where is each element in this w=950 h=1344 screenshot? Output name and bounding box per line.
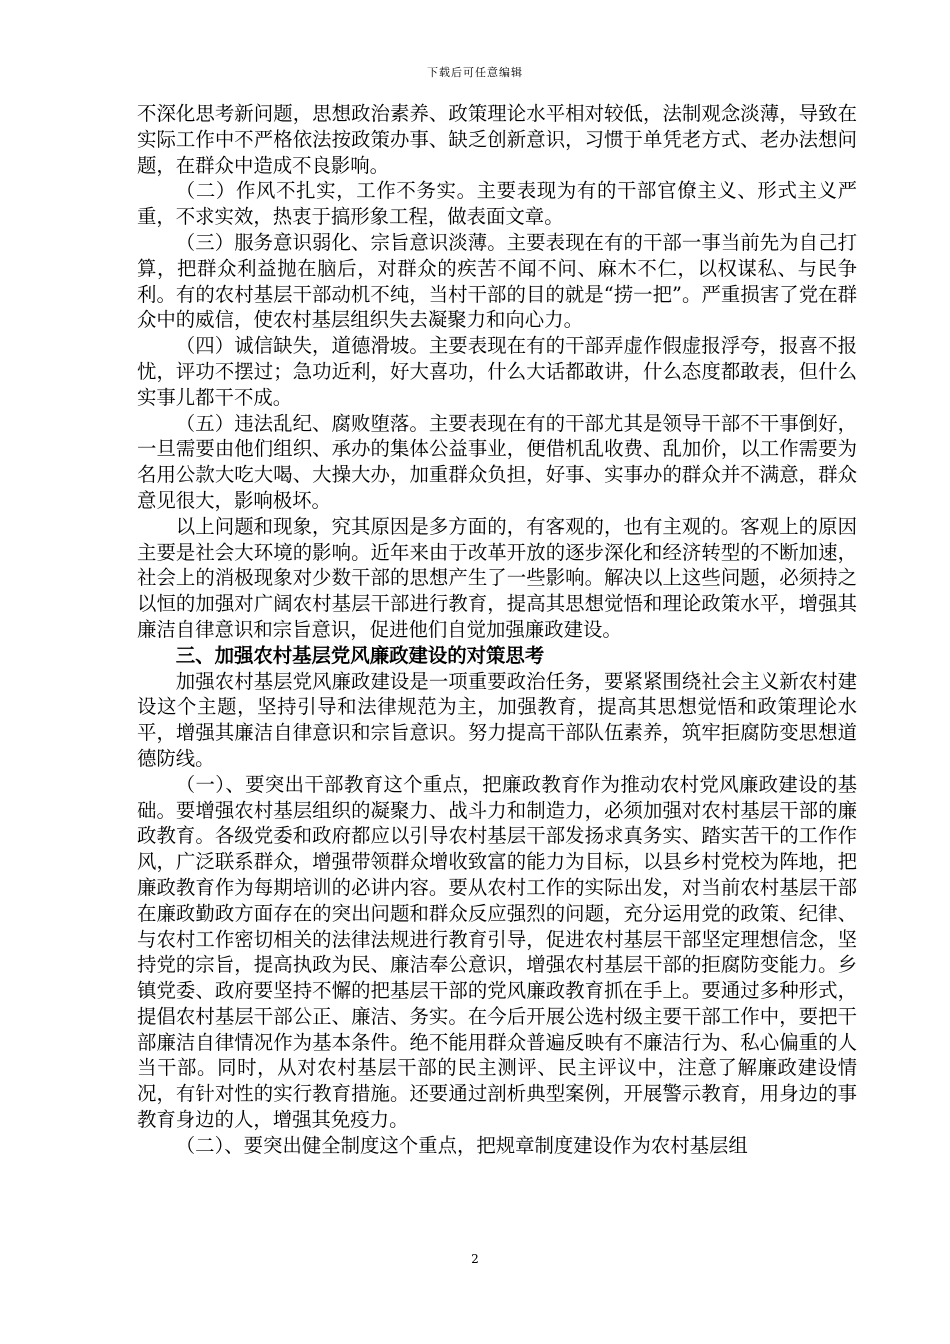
paragraph-item-3: （三）服务意识弱化、宗旨意识淡薄。主要表现在有的干部一事当前先为自己打算，把群众利益抛在脑后，对群众的疾苦不闻不问、麻木不仁，以权谋私、与民争利。有的农村基层干部动机不纯，当村干部的目的就是“捞一把”。严重损害了党在群众中的威信，使农村基层组织失去凝聚力和向心力。: [137, 230, 857, 332]
paragraph-item-4: （四）诚信缺失，道德滑坡。主要表现在有的干部弄虚作假虚报浮夸，报喜不报忧，评功不摆过；急功近利，好大喜功，什么大话都敢讲，什么态度都敢表，但什么实事儿都干不成。: [137, 334, 857, 409]
paragraph-item-5: （五）违法乱纪、腐败堕落。主要表现在有的干部尤其是领导干部不干事倒好，一旦需要由他们组织、承办的集体公益事业，便借机乱收费、乱加价，以工作需要为名用公款大吃大喝、大操大办，加重群众负担，好事、实事办的群众并不满意，群众意见很大，影响极坏。: [137, 411, 857, 512]
paragraph-measure-2: （二）、要突出健全制度这个重点，把规章制度建设作为农村基层组: [175, 1133, 748, 1157]
section-heading: 三、加强农村基层党风廉政建设的对策思考: [175, 643, 545, 667]
page-header: 下载后可任意编辑: [427, 66, 523, 79]
document-body: [137, 101, 857, 1159]
paragraph-item-2: （二）作风不扎实，工作不务实。主要表现为有的干部官僚主义、形式主义严重，不求实效，热衷于搞形象工程，做表面文章。: [137, 179, 857, 229]
paragraph-continuation: 不深化思考新问题，思想政治素养、政策理论水平相对较低，法制观念淡薄，导致在实际工作中不严格依法按政策办事、缺乏创新意识，习惯于单凭老方式、老办法想问题，在群众中造成不良影响。: [137, 102, 857, 177]
page-number: 2: [471, 1252, 479, 1266]
paragraph-section-intro: 加强农村基层党风廉政建设是一项重要政治任务，要紧紧围绕社会主义新农村建设这个主题，坚持引导和法律规范为主，加强教育，提高其思想觉悟和政策理论水平，增强其廉洁自律意识和宗旨意识。努力提高干部队伍素养，筑牢拒腐防变思想道德防线。: [137, 669, 857, 770]
paragraph-measure-1: （一）、要突出干部教育这个重点，把廉政教育作为推动农村党风廉政建设的基础。要增强农村基层组织的凝聚力、战斗力和制造力，必须加强对农村基层干部的廉政教育。各级党委和政府都应以引导农村基层干部发扬求真务实、踏实苦干的工作作风，广泛联系群众，增强带领群众增收致富的能力为目标，以县乡村党校为阵地，把廉政教育作为每期培训的必讲内容。要从农村工作的实际出发，对当前农村基层干部在廉政勤政方面存在的突出问题和群众反应强烈的问题，充分运用党的政策、纪律、与农村工作密切相关的法律法规进行教育引导，促进农村基层干部坚定理想信念，坚持党的宗旨，提高执政为民、廉洁奉公意识，增强农村基层干部的拒腐防变能力。乡镇党委、政府要坚持不懈的把基层干部的党风廉政教育抓在手上。要通过多种形式，提倡农村基层干部公正、廉洁、务实。在今后开展公选村级主要干部工作中，要把干部廉洁自律情况作为基本条件。绝不能用群众普遍反映有不廉洁行为、私心偏重的人当干部。同时，从对农村基层干部的民主测评、民主评议中，注意了解廉政建设情况，有针对性的实行教育措施。还要通过剖析典型案例，开展警示教育，用身边的事教育身边的人，增强其免疫力。: [137, 772, 857, 1132]
paragraph-summary: 以上问题和现象，究其原因是多方面的，有客观的，也有主观的。客观上的原因主要是社会大环境的影响。近年来由于改革开放的逐步深化和经济转型的不断加速，社会上的消极现象对少数干部的思想产生了一些影响。解决以上这些问题，必须持之以恒的加强对广阔农村基层干部进行教育，提高其思想觉悟和理论政策水平，增强其廉洁自律意识和宗旨意识，促进他们自觉加强廉政建设。: [137, 514, 857, 641]
